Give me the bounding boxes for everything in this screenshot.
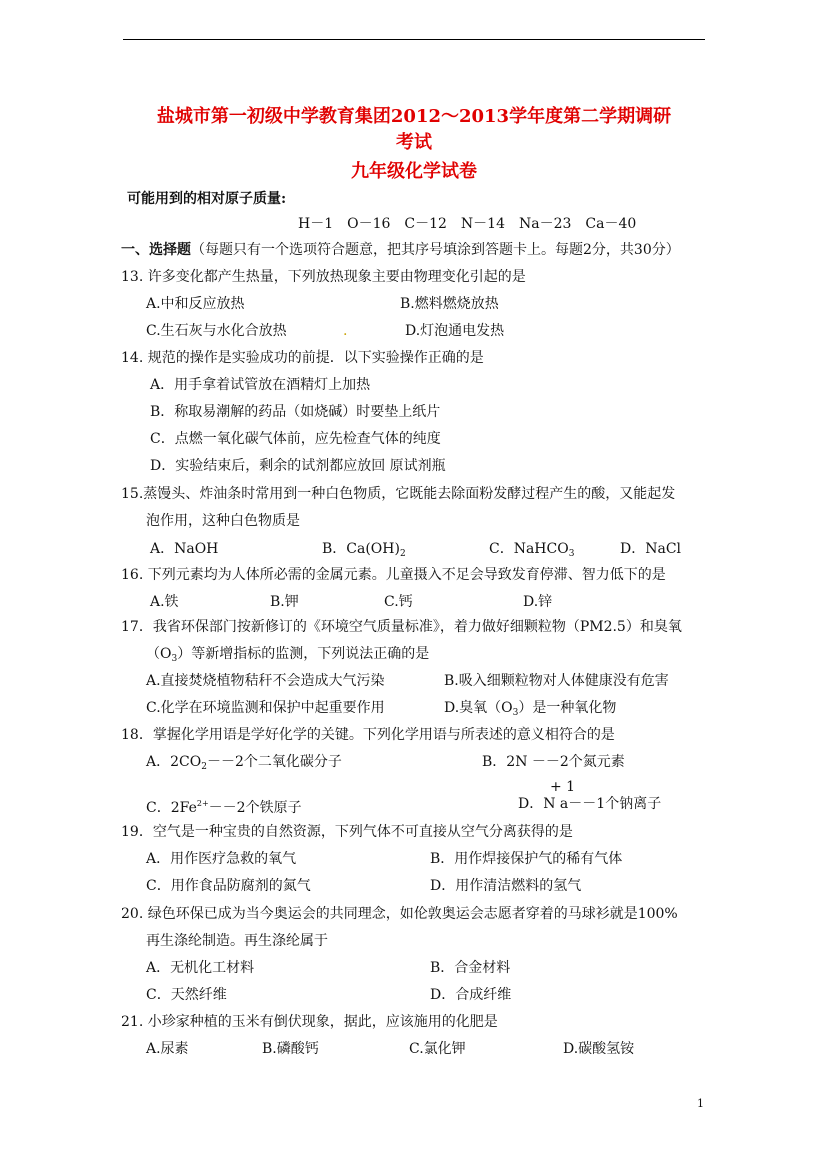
q18-valence-mark: + 1	[550, 779, 576, 795]
q17-option-d: D.臭氧$(O_3)$是一种氧化物	[444, 700, 617, 718]
q17-stem-line2: $(O_3)$等新增指标的监测，下列说法正确的是	[146, 646, 430, 664]
atomic-mass-label: 可能用到的相对原子质量:	[127, 191, 287, 207]
q20-option-d: D．合成纤维	[430, 987, 512, 1003]
section-note: （每题只有一个选项符合题意，把其序号填涂到答题卡上。每题2分，共30分）	[191, 242, 680, 258]
page-number: 1	[697, 1097, 704, 1110]
q19-stem: 19．空气是一种宝贵的自然资源，下列气体不可直接从空气分离获得的是	[121, 824, 573, 840]
q20-option-b: B．合金材料	[430, 960, 511, 976]
section-title: 一、选择题	[121, 242, 191, 258]
q13-option-d: D.灯泡通电发热	[405, 323, 505, 339]
q13-stem: 13. 许多变化都产生热量，下列放热现象主要由物理变化引起的是	[121, 269, 526, 285]
q14-option-b: B．称取易潮解的药品（如烧碱）时要垫上纸片	[150, 404, 441, 420]
q16-stem: 16. 下列元素均为人体所必需的金属元素。儿童摄入不足会导致发育停滞、智力低下的是	[121, 567, 666, 583]
q15-option-a: A．NaOH	[150, 541, 219, 557]
q18-option-d: D．N a－－1个钠离子	[518, 796, 662, 812]
q18-option-a: A．$2CO_2--2$个二氧化碳分子	[146, 754, 342, 772]
q16-option-c: C.钙	[384, 594, 413, 610]
q14-option-c: C．点燃一氧化碳气体前，应先检查气体的纯度	[150, 431, 441, 447]
q16-option-a: A.铁	[150, 594, 179, 610]
q17-stem-line1: 17．我省环保部门按新修订的《环境空气质量标准》，着力做好细颗粒物（PM2.5）和臭氧	[121, 619, 682, 635]
q13-option-b: B.燃料燃烧放热	[400, 296, 499, 312]
q15-stem-line1: 15.蒸馒头、炸油条时常用到一种白色物质，它既能去除面粉发酵过程产生的酸，又能起发	[121, 486, 676, 502]
q19-option-b: B．用作焊接保护气的稀有气体	[430, 851, 623, 867]
q14-option-a: A．用手拿着试管放在酒精灯上加热	[150, 377, 371, 393]
atomic-mass-values: H－1 O－16 C－12 N－14 Na－23 Ca－40	[298, 216, 637, 232]
q14-option-d: D．实验结束后，剩余的试剂都应放回 原试剂瓶	[150, 458, 446, 474]
q17-option-a: A.直接焚烧植物秸秆不会造成大气污染	[146, 673, 385, 689]
q21-option-d: D.碳酸氢铵	[563, 1041, 635, 1057]
q15-stem-line2: 泡作用，这种白色物质是	[146, 513, 300, 529]
q20-stem-line1: 20. 绿色环保已成为当今奥运会的共同理念，如伦敦奥运会志愿者穿着的马球衫就是100%	[121, 906, 678, 922]
q20-stem-line2: 再生涤纶制造。再生涤纶属于	[146, 933, 328, 949]
q18-stem: 18．掌握化学用语是学好化学的关键。下列化学用语与所表述的意义相符合的是	[121, 727, 615, 743]
q21-option-c: C.氯化钾	[409, 1041, 466, 1057]
exam-title-line1: 盐城市第一初级中学教育集团2012～2013学年度第二学期调研	[156, 106, 672, 127]
q16-option-b: B.钾	[270, 594, 299, 610]
q17-option-c: C.化学在环境监测和保护中起重要作用	[146, 700, 385, 716]
exam-title-line3: 九年级化学试卷	[351, 161, 477, 182]
q15-option-b: B．$Ca(OH)_2$	[322, 541, 406, 559]
section-heading	[121, 241, 680, 259]
header-rule	[123, 39, 705, 40]
q13-stray-mark: .	[343, 323, 348, 339]
q13-option-c: C.生石灰与水化合放热	[146, 323, 287, 339]
q17-option-b: B.吸入细颗粒物对人体健康没有危害	[444, 673, 669, 689]
q19-option-d: D．用作清洁燃料的氢气	[430, 878, 582, 894]
q20-option-c: C．天然纤维	[146, 987, 227, 1003]
q18-option-c: C．$2Fe^{2+}--2$个铁原子	[146, 799, 302, 816]
exam-title-line2: 考试	[396, 132, 432, 153]
q21-stem: 21. 小珍家种植的玉米有倒伏现象，据此，应该施用的化肥是	[121, 1014, 498, 1030]
q21-option-b: B.磷酸钙	[262, 1041, 319, 1057]
q19-option-a: A．用作医疗急救的氧气	[146, 851, 297, 867]
q15-option-c: C．NaHCO$_3$	[489, 541, 575, 559]
q20-option-a: A．无机化工材料	[146, 960, 255, 976]
q14-stem: 14. 规范的操作是实验成功的前提．以下实验操作正确的是	[121, 350, 484, 366]
q15-option-d: D．NaCl	[620, 541, 682, 557]
q13-option-a: A.中和反应放热	[146, 296, 245, 312]
q19-option-c: C．用作食品防腐剂的氮气	[146, 878, 311, 894]
q21-option-a: A.尿素	[146, 1041, 189, 1057]
q18-option-b: B．2N －－2个氮元素	[482, 754, 625, 770]
q16-option-d: D.锌	[523, 594, 553, 610]
